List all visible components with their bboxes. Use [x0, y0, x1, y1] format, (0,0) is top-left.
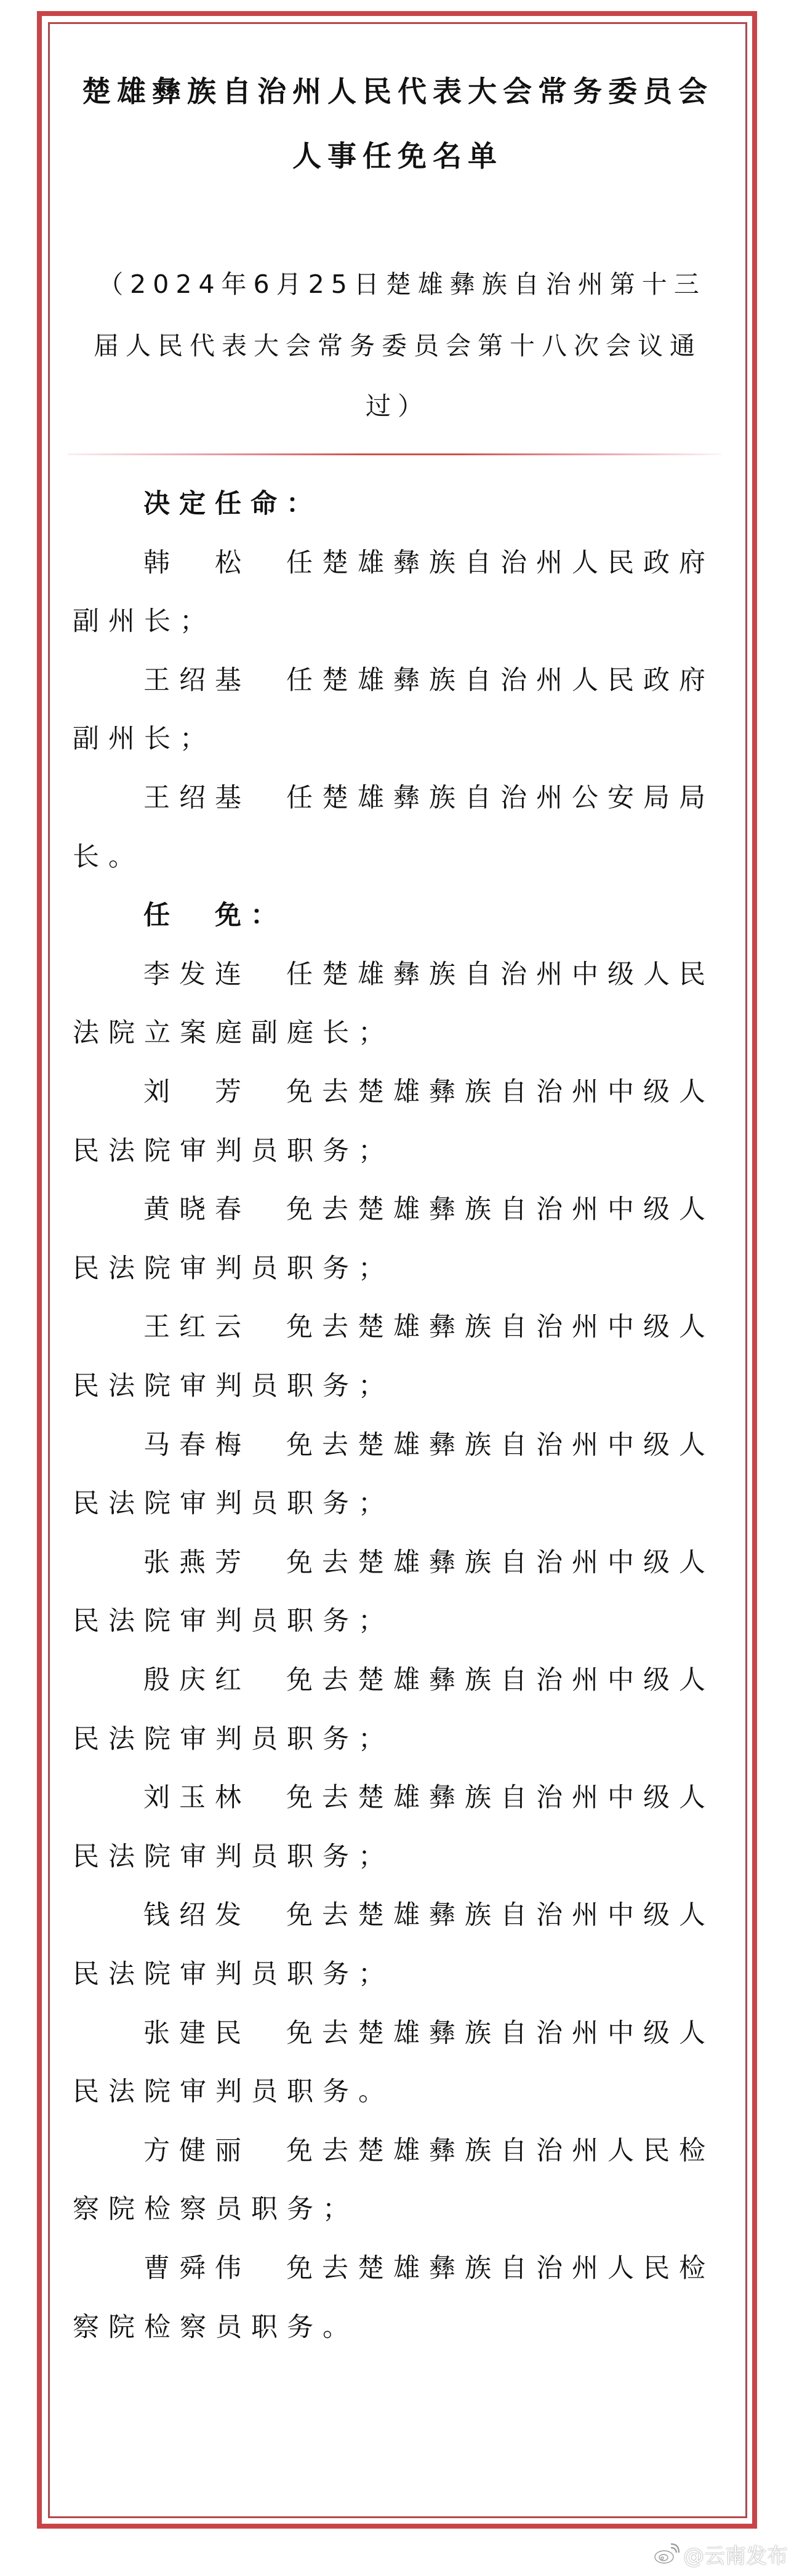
entry-line: 民法院审判员职务；: [73, 1488, 394, 1519]
entry-line: 副州长；: [73, 606, 215, 637]
entry-line: 察院检察员职务；: [73, 2194, 358, 2225]
entry-line: 民法院审判员职务；: [73, 1371, 394, 1402]
watermark: [654, 2540, 788, 2568]
entry-line: 王绍基 任楚雄彝族自治州人民政府: [143, 665, 715, 696]
entry-line: 马春梅 免去楚雄彝族自治州中级人: [143, 1430, 715, 1461]
entry-line: 钱绍发 免去楚雄彝族自治州中级人: [143, 1900, 715, 1931]
document-title-line-1: 楚雄彝族自治州人民代表大会常务委员会: [82, 75, 713, 109]
section-heading-dismiss: 任 免：: [143, 900, 286, 931]
entry-line: 刘玉林 免去楚雄彝族自治州中级人: [143, 1782, 715, 1813]
entry-line: 黄晓春 免去楚雄彝族自治州中级人: [143, 1194, 715, 1225]
entry-line: 察院检察员职务。: [73, 2312, 358, 2343]
entry-line: 王绍基 任楚雄彝族自治州公安局局: [143, 783, 715, 813]
entry-line: 长。: [73, 842, 144, 872]
document-title-line-2: 人事任免名单: [292, 140, 503, 173]
entry-line: 民法院审判员职务。: [73, 2076, 394, 2107]
entry-line: 韩 松 任楚雄彝族自治州人民政府: [143, 548, 715, 578]
entry-line: 民法院审判员职务；: [73, 1136, 394, 1166]
entry-line: 张燕芳 免去楚雄彝族自治州中级人: [143, 1547, 715, 1578]
subtitle-line-1: （2024年6月25日楚雄彝族自治州第十三: [98, 269, 706, 299]
gradient-divider: [68, 453, 721, 455]
section-heading-appoint: 决定任命：: [143, 488, 322, 519]
entry-line: 曹舜伟 免去楚雄彝族自治州人民检: [143, 2253, 715, 2284]
entry-line: 方健丽 免去楚雄彝族自治州人民检: [143, 2135, 715, 2166]
entry-line: 刘 芳 免去楚雄彝族自治州中级人: [143, 1077, 715, 1107]
entry-line: 王红云 免去楚雄彝族自治州中级人: [143, 1312, 715, 1342]
subtitle-line-2: 届人民代表大会常务委员会第十八次会议通: [94, 331, 702, 361]
entry-line: 副州长；: [73, 724, 215, 754]
entry-line: 民法院审判员职务；: [73, 1959, 394, 1990]
entry-line: 民法院审判员职务；: [73, 1253, 394, 1284]
entry-line: 张建民 免去楚雄彝族自治州中级人: [143, 2018, 715, 2049]
watermark-text: @云南发布: [683, 2543, 788, 2569]
weibo-icon: [654, 2543, 680, 2565]
entry-line: 殷庆红 免去楚雄彝族自治州中级人: [143, 1665, 715, 1696]
entry-line: 法院立案庭副庭长；: [73, 1018, 394, 1048]
entry-line: 民法院审判员职务；: [73, 1606, 394, 1637]
subtitle-line-3: 过）: [366, 391, 430, 421]
entry-line: 李发连 任楚雄彝族自治州中级人民: [143, 959, 715, 990]
entry-line: 民法院审判员职务；: [73, 1724, 394, 1755]
entry-line: 民法院审判员职务；: [73, 1841, 394, 1872]
